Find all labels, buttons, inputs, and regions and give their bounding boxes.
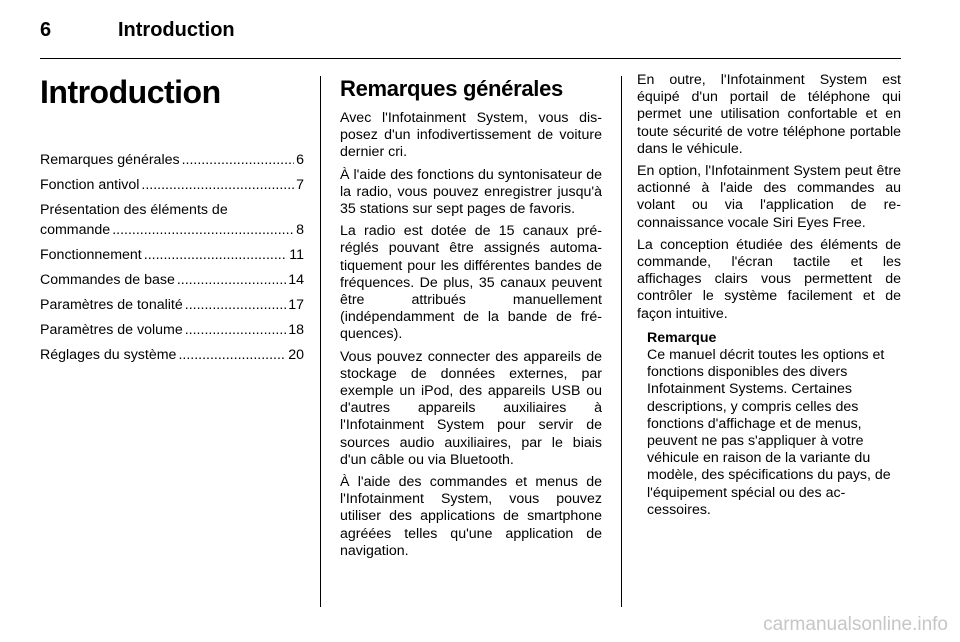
paragraph: En option, l'Infotainment System peut être actionné à l'aide des commandes au volant ou via l'application de reconnaissance vocale Siri Eyes Free. [637, 163, 901, 231]
chapter-title: Introduction [40, 74, 221, 110]
column-divider [320, 76, 321, 607]
page-number: 6 [40, 19, 52, 41]
paragraph: Vous pouvez connecter des appareils de stockage de données externes, par exemple un iPod, des appareils USB ou d'autres appareils auxiliaires à l'Infotainment System pour servir de sources audio auxiliaires, par le biais d'un câble ou via Bluetooth. [340, 348, 602, 468]
continuation-column [637, 72, 901, 519]
toc-page: 14 [288, 272, 304, 288]
toc-label: Paramètres de tonalité [40, 297, 183, 313]
toc-leader [182, 150, 295, 170]
header-rule [40, 58, 901, 59]
toc-item[interactable] [40, 200, 304, 240]
toc-label: Paramètres de volume [40, 322, 183, 338]
note-box [647, 330, 901, 519]
toc-leader [178, 345, 286, 365]
toc-leader [185, 320, 286, 340]
toc-item[interactable] [40, 295, 304, 315]
toc-label: Fonction antivol [40, 177, 140, 193]
section-column [340, 72, 602, 565]
toc-page: 17 [288, 297, 304, 313]
paragraph: La conception étudiée des éléments de commande, l'écran tactile et les affichages clairs vous permettent de contrôler le système facilement et de façon intuitive. [637, 236, 901, 322]
toc-label: Commandes de base [40, 272, 175, 288]
toc-page: 11 [289, 247, 304, 263]
watermark: carmanualsonline.info [763, 614, 948, 635]
toc-page: 8 [296, 222, 304, 238]
toc-label: Fonctionnement [40, 247, 142, 263]
toc-label: Remarques générales [40, 152, 180, 168]
note-text: Ce manuel décrit toutes les options et fonctions disponibles des divers Infotainment Systems. Certaines descriptions, y compris celles des fonctions d'affichage et de menus, peuvent ne pas s'appliquer à votre véhicule en raison de la variante du modèle, des spécifications du pays, de l'équipement spécial ou des accessoires. [647, 347, 891, 518]
paragraph: Avec l'Infotainment System, vous disposez d'un infodivertissement de voiture dernier cri. [340, 110, 602, 161]
toc-leader [141, 175, 294, 195]
paragraph: À l'aide des fonctions du syntonisateur de la radio, vous pouvez enregistrer jusqu'à 35 stations sur sept pages de favoris. [340, 166, 602, 218]
toc-label: commande [40, 222, 111, 238]
toc-leader [177, 270, 286, 290]
toc-column [40, 72, 304, 370]
toc-label-line1: Présentation des éléments de [40, 202, 228, 218]
toc-page: 7 [296, 177, 304, 193]
toc-page: 18 [288, 322, 304, 338]
toc-item[interactable] [40, 150, 304, 170]
toc-item[interactable] [40, 345, 304, 365]
toc-leader [185, 295, 286, 315]
toc-item[interactable] [40, 270, 304, 290]
toc-leader [144, 245, 288, 265]
header-title: Introduction [118, 19, 235, 41]
paragraph: La radio est dotée de 15 canaux préréglés pouvant être assignés automatiquement pour les différentes bandes de fréquences. De plus, 35 canaux peuvent être attribués manuellement (indépendamment de la bande de fréquences). [340, 223, 602, 343]
toc-leader [112, 220, 294, 240]
toc-page: 20 [288, 347, 304, 363]
toc-item[interactable] [40, 245, 304, 265]
table-of-contents [40, 150, 304, 365]
note-title: Remarque [647, 329, 717, 346]
toc-item[interactable] [40, 320, 304, 340]
paragraph: En outre, l'Infotainment System est équipé d'un portail de téléphone qui permet une utilisation confortable et en toute sécurité de votre téléphone portable dans le véhicule. [637, 72, 901, 157]
toc-label: Réglages du système [40, 347, 177, 363]
column-divider [621, 76, 622, 607]
toc-item[interactable] [40, 175, 304, 195]
section-title: Remarques générales [340, 76, 563, 101]
toc-page: 6 [296, 152, 304, 168]
paragraph: À l'aide des commandes et menus de l'Infotainment System, vous pouvez utiliser des applications de smartphone agréées telles qu'une application de navigation. [340, 474, 602, 559]
